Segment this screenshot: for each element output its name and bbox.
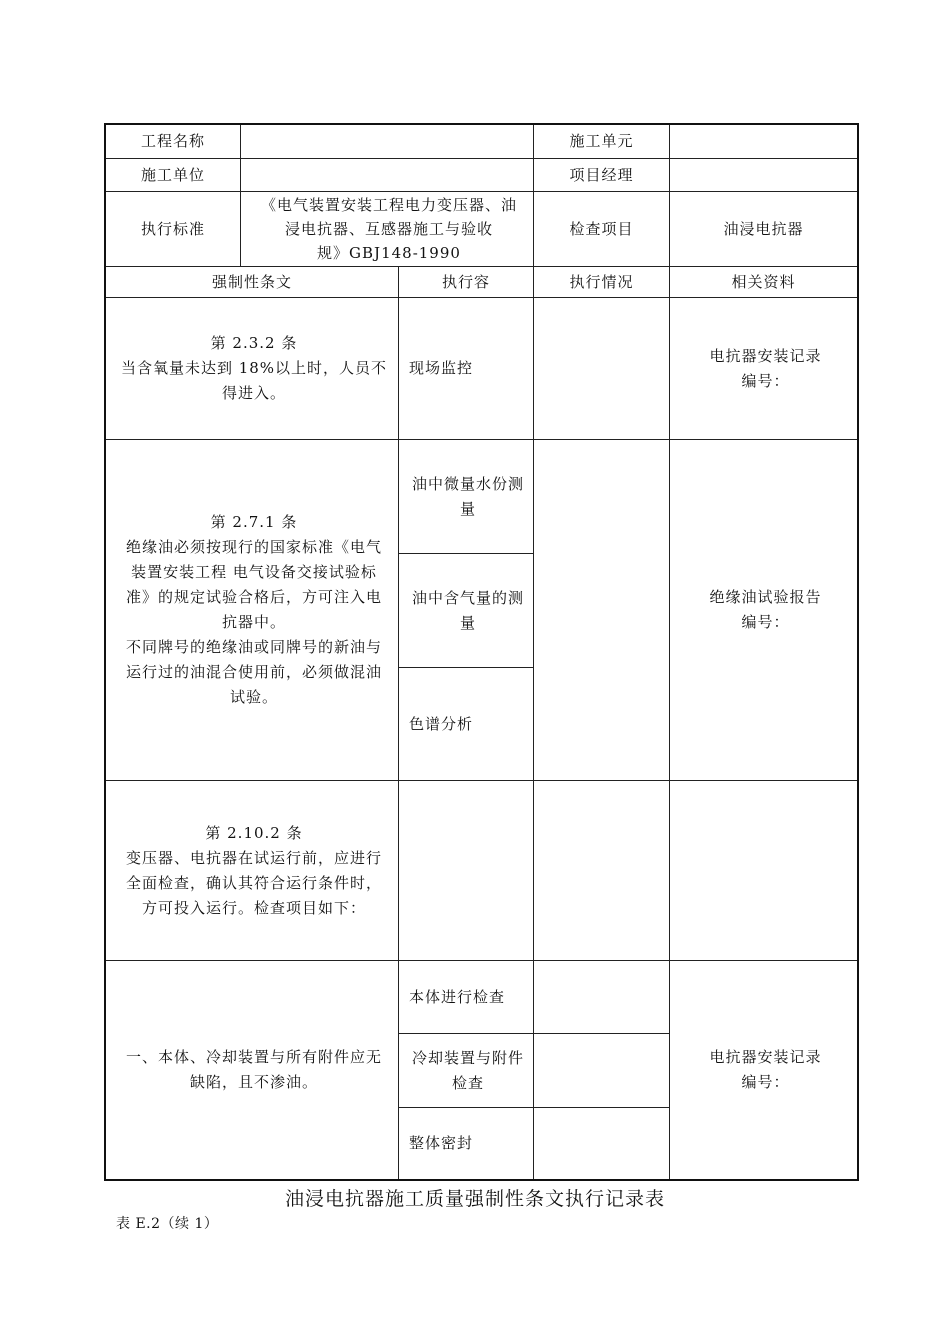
clause-2-10-2: 第 2.10.2 条 变压器、电抗器在试运行前，应进行 全面检查，确认其符合运行条件时， 方可投入运行。检查项目如下： xyxy=(125,823,382,917)
docs-reactor-install-record-1: 电抗器安装记录 编号： xyxy=(709,346,822,390)
content-cell-3[interactable] xyxy=(399,781,533,960)
inspection-item-value: 油浸电抗器 xyxy=(723,219,804,238)
status-cell-4b[interactable] xyxy=(534,1034,669,1107)
docs-reactor-install-record-2: 电抗器安装记录 编号： xyxy=(709,1048,822,1091)
status-cell-4c[interactable] xyxy=(534,1108,669,1179)
project-manager-label: 项目经理 xyxy=(569,165,634,184)
table-caption: 油浸电抗器施工质量强制性条文执行记录表 xyxy=(284,1188,665,1210)
project-name-label: 工程名称 xyxy=(140,132,205,150)
clause-2-7-1: 第 2.7.1 条 绝缘油必须按现行的国家标准《电气 装置安装工程 电气设备交接试验标 准》的规定试验合格后，方可注入电 抗器中。 不同牌号的绝缘油或同牌号的新油与 运行过的油混合使用前，必须做混油 试验。 xyxy=(125,513,382,706)
status-cell-1[interactable] xyxy=(534,298,669,439)
column-header-docs: 相关资料 xyxy=(731,272,796,291)
table-number: 表 E.2（续 1） xyxy=(116,1216,219,1232)
column-header-status: 执行情况 xyxy=(569,272,634,291)
project-manager-value[interactable] xyxy=(670,159,857,191)
standard-value: 《电气装置安装工程电力变压器、油 浸电抗器、互感器施工与验收 规》GBJ148-1990 xyxy=(260,196,517,262)
construction-unit-value[interactable] xyxy=(670,125,857,158)
status-cell-2[interactable] xyxy=(534,440,669,780)
content-gas-measurement: 油中含气量的测 量 xyxy=(411,588,524,632)
column-header-content: 执行容 xyxy=(441,272,490,291)
construction-company-value[interactable] xyxy=(241,159,533,191)
inspection-item-label: 检查项目 xyxy=(569,219,634,238)
content-body-inspection: 本体进行检查 xyxy=(409,987,506,1006)
docs-oil-test-report: 绝缘油试验报告 编号： xyxy=(709,588,822,631)
content-chromatography: 色谱分析 xyxy=(409,714,474,733)
content-cooling-inspection: 冷却装置与附件 检查 xyxy=(411,1048,524,1092)
record-table xyxy=(104,123,859,1181)
content-overall-seal: 整体密封 xyxy=(409,1134,474,1152)
clause-item-1: 一、本体、冷却装置与所有附件应无 缺陷，且不渗油。 xyxy=(125,1048,382,1091)
status-cell-3[interactable] xyxy=(534,781,669,960)
clause-2-3-2: 第 2.3.2 条 当含氧量未达到 18%以上时，人员不 得进入。 xyxy=(120,334,388,402)
content-water-measurement: 油中微量水份测 量 xyxy=(411,474,524,518)
content-site-monitoring: 现场监控 xyxy=(409,359,474,377)
status-cell-4a[interactable] xyxy=(534,961,669,1033)
standard-label: 执行标准 xyxy=(140,219,205,238)
construction-unit-label: 施工单元 xyxy=(569,132,634,150)
docs-cell-3[interactable] xyxy=(670,781,857,960)
column-header-clause: 强制性条文 xyxy=(211,272,292,291)
project-name-value[interactable] xyxy=(241,125,533,158)
construction-company-label: 施工单位 xyxy=(140,165,205,184)
